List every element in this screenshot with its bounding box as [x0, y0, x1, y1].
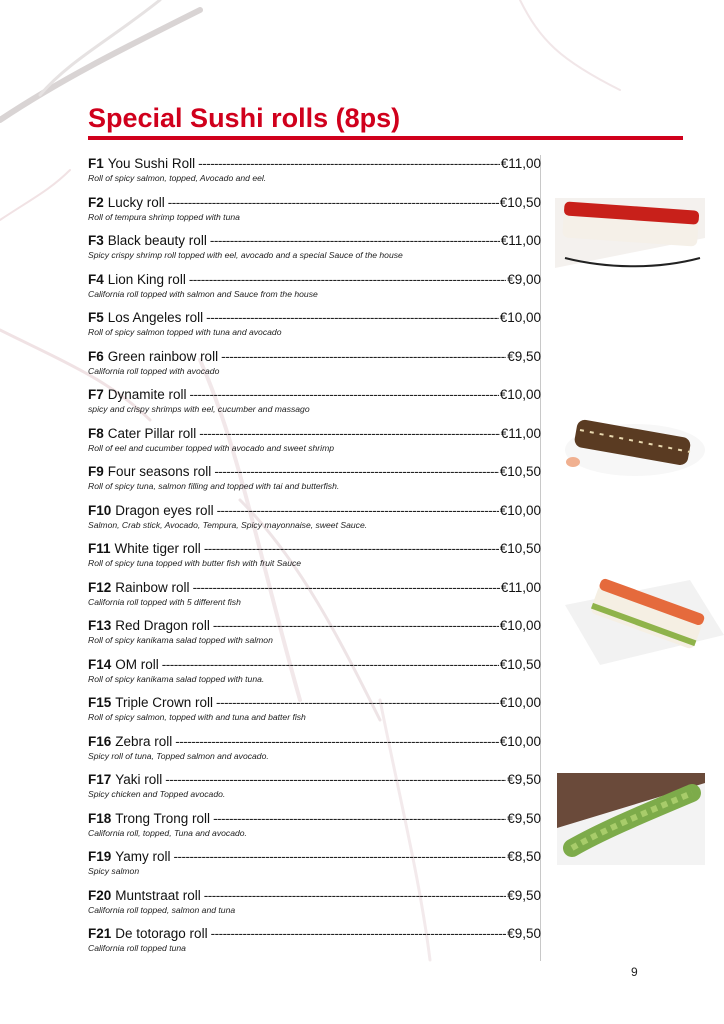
item-description: Roll of eel and cucumber topped with avocado and sweet shrimp — [88, 442, 335, 453]
menu-item-line — [88, 656, 541, 673]
item-name: You Sushi Roll — [107, 156, 196, 171]
menu-item — [88, 502, 541, 541]
item-code: F6 — [88, 348, 104, 364]
item-code: F11 — [88, 541, 111, 556]
item-description: Roll of tempura shrimp topped with tuna — [88, 211, 240, 222]
item-price: €9,50 — [507, 348, 541, 364]
item-code: F18 — [88, 810, 112, 826]
item-name: Red Dragon roll — [115, 618, 210, 633]
item-price: €10,00 — [499, 733, 541, 749]
menu-item — [88, 540, 541, 579]
sushi-photo-eel-roll — [555, 410, 705, 492]
menu-item-line — [88, 579, 541, 596]
item-name: Dynamite roll — [107, 387, 187, 402]
menu-item — [88, 463, 541, 502]
menu-item-line — [88, 463, 541, 480]
item-description: California roll topped with avocado — [88, 365, 220, 376]
sushi-photo-green-roll — [557, 773, 705, 865]
item-code: F15 — [88, 695, 112, 710]
item-price: €9,50 — [507, 926, 541, 941]
dot-leader — [217, 502, 499, 519]
item-name: Trong Trong roll — [115, 810, 211, 826]
menu-item — [88, 656, 541, 695]
item-code: F20 — [88, 887, 112, 903]
item-code: F17 — [88, 772, 112, 787]
item-price: €11,00 — [500, 425, 541, 441]
menu-item-line — [88, 194, 541, 211]
dot-leader — [168, 194, 499, 211]
item-code: F21 — [88, 926, 112, 941]
menu-item-line — [88, 502, 541, 519]
item-name: Muntstraat roll — [115, 887, 201, 903]
item-price: €11,00 — [500, 579, 541, 595]
item-code: F7 — [88, 387, 104, 402]
item-description: Roll of spicy kanikama salad topped with salmon — [88, 635, 273, 645]
item-code: F13 — [88, 618, 112, 633]
menu-item-line — [88, 271, 541, 288]
item-code: F8 — [88, 425, 104, 441]
item-name: Yamy roll — [115, 849, 171, 864]
item-description: Roll of spicy salmon topped with tuna and avocado — [88, 327, 282, 337]
dot-leader — [221, 348, 506, 365]
dot-leader — [213, 617, 499, 634]
menu-item — [88, 694, 541, 733]
item-name: Four seasons roll — [107, 464, 212, 479]
menu-item-line — [88, 425, 541, 442]
item-name: Los Angeles roll — [107, 310, 204, 325]
dot-leader — [214, 463, 498, 480]
dot-leader — [210, 232, 500, 249]
menu-item-line — [88, 232, 541, 249]
item-description: Roll of spicy tuna, salmon filling and topped with tai and butterfish. — [88, 481, 340, 491]
item-price: €9,00 — [507, 271, 541, 287]
item-name: Rainbow roll — [115, 579, 190, 595]
item-name: Lucky roll — [107, 194, 165, 210]
item-code: F10 — [88, 502, 112, 518]
item-price: €10,50 — [499, 464, 541, 479]
menu-item — [88, 194, 541, 233]
item-description: Spicy crispy shrimp roll topped with eel, avocado and a special Sauce of the house — [88, 250, 403, 260]
menu-item-line — [88, 617, 541, 634]
item-code: F9 — [88, 464, 104, 479]
item-price: €8,50 — [507, 849, 541, 864]
item-name: Triple Crown roll — [115, 695, 214, 710]
item-name: Black beauty roll — [107, 233, 207, 248]
menu-item-line — [88, 848, 541, 865]
item-code: F1 — [88, 156, 104, 171]
menu-item — [88, 810, 541, 849]
dot-leader — [165, 771, 506, 788]
menu-item — [88, 617, 541, 656]
menu-item — [88, 925, 541, 964]
item-price: €10,50 — [499, 541, 541, 556]
item-name: Green rainbow roll — [107, 348, 219, 364]
menu-item-line — [88, 155, 541, 172]
item-price: €10,00 — [499, 387, 541, 402]
item-code: F5 — [88, 310, 104, 325]
item-price: €9,50 — [507, 887, 541, 903]
menu-item-line — [88, 694, 541, 711]
menu-item-line — [88, 733, 541, 750]
dot-leader — [189, 271, 506, 288]
item-description: California roll topped tuna — [88, 943, 186, 953]
item-description: Roll of spicy tuna topped with butter fish with fruit Sauce — [88, 558, 302, 568]
item-description: Roll of spicy salmon, topped, Avocado and eel. — [88, 173, 267, 183]
item-name: Lion King roll — [107, 271, 186, 287]
item-code: F12 — [88, 579, 112, 595]
menu-item — [88, 348, 541, 387]
menu-item — [88, 579, 541, 618]
menu-list — [88, 155, 541, 964]
item-price: €10,00 — [499, 502, 541, 518]
item-description: Spicy roll of tuna, Topped salmon and avocado. — [88, 750, 269, 761]
item-code: F4 — [88, 271, 104, 287]
dot-leader — [162, 656, 499, 673]
page-title: Special Sushi rolls (8ps) — [88, 103, 401, 133]
dot-leader — [175, 733, 498, 750]
sushi-photo-red-roll — [555, 198, 705, 288]
menu-item-line — [88, 887, 541, 904]
dot-leader — [216, 694, 499, 711]
item-description: California roll topped, salmon and tuna — [88, 904, 236, 915]
item-price: €11,00 — [500, 156, 541, 171]
menu-item — [88, 232, 541, 271]
item-price: €10,00 — [499, 695, 541, 710]
menu-item-line — [88, 540, 541, 557]
item-description: Spicy chicken and Topped avocado. — [88, 789, 226, 799]
item-price: €10,00 — [499, 618, 541, 633]
dot-leader — [204, 887, 506, 904]
item-description: California roll, topped, Tuna and avocado. — [88, 827, 247, 838]
menu-item — [88, 733, 541, 772]
sushi-photo-rainbow-roll — [560, 575, 724, 668]
item-name: Cater Pillar roll — [107, 425, 197, 441]
menu-item — [88, 425, 541, 464]
dot-leader — [198, 155, 500, 172]
dot-leader — [190, 386, 499, 403]
item-description: Roll of spicy kanikama salad topped with tuna. — [88, 673, 265, 684]
item-name: OM roll — [115, 656, 159, 672]
item-description: spicy and crispy shrimps with eel, cucumber and massago — [88, 404, 310, 414]
dot-leader — [193, 579, 500, 596]
item-price: €10,50 — [499, 656, 541, 672]
item-name: Dragon eyes roll — [115, 502, 214, 518]
menu-item-line — [88, 925, 541, 942]
dot-leader — [204, 540, 499, 557]
item-code: F14 — [88, 656, 112, 672]
menu-item-line — [88, 771, 541, 788]
menu-item — [88, 848, 541, 887]
item-code: F19 — [88, 849, 112, 864]
dot-leader — [199, 425, 499, 442]
item-name: Zebra roll — [115, 733, 173, 749]
item-price: €10,00 — [499, 310, 541, 325]
item-description: Roll of spicy salmon, topped with and tuna and batter fish — [88, 712, 306, 722]
dot-leader — [213, 810, 506, 827]
item-code: F3 — [88, 233, 104, 248]
menu-item — [88, 155, 541, 194]
item-description: California roll topped with salmon and Sauce from the house — [88, 288, 318, 299]
menu-item-line — [88, 348, 541, 365]
item-description: California roll topped with 5 different fish — [88, 596, 241, 607]
menu-item — [88, 887, 541, 926]
item-description: Salmon, Crab stick, Avocado, Tempura, Spicy mayonnaise, sweet Sauce. — [88, 519, 368, 530]
dot-leader — [206, 309, 499, 326]
menu-item — [88, 271, 541, 310]
item-price: €10,50 — [499, 194, 541, 210]
menu-item — [88, 386, 541, 425]
dot-leader — [211, 925, 507, 942]
menu-item-line — [88, 309, 541, 326]
page-number: 9 — [631, 965, 638, 979]
item-price: €9,50 — [507, 772, 541, 787]
menu-item-line — [88, 386, 541, 403]
menu-item-line — [88, 810, 541, 827]
dot-leader — [174, 848, 507, 865]
item-code: F2 — [88, 194, 104, 210]
item-price: €11,00 — [500, 233, 541, 248]
menu-item — [88, 309, 541, 348]
item-name: De totorago roll — [115, 926, 208, 941]
item-description: Spicy salmon — [88, 866, 140, 876]
item-name: Yaki roll — [115, 772, 163, 787]
item-code: F16 — [88, 733, 112, 749]
item-name: White tiger roll — [114, 541, 201, 556]
menu-item — [88, 771, 541, 810]
title-underline — [88, 136, 683, 140]
item-price: €9,50 — [507, 810, 541, 826]
